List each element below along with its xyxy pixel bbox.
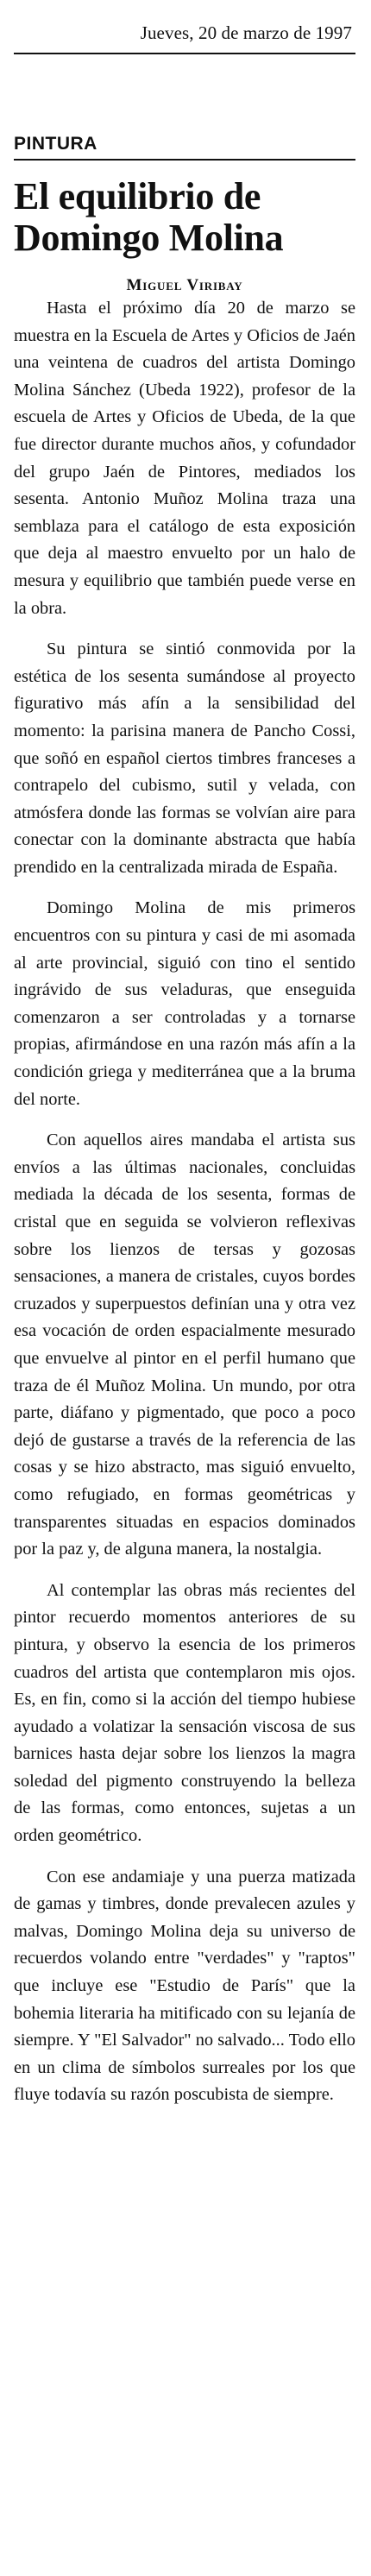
section-label: PINTURA <box>14 134 97 154</box>
article-headline <box>14 176 355 259</box>
paragraph-2: Su pintura se sintió conmovida por la estética de los sesenta sumándose al proyecto figurativo más afín a la sensibilidad del momento: la parisina manera de Pancho Cossi, que soñó en español ciertos timbres franceses a contrapelo del cubismo, sutil y velada, con atmósfera donde las formas se volvían aire para conectar con la dominante abstracta que había prendido en la centralizada mirada de España. <box>14 639 355 877</box>
paragraph-4: Con aquellos aires mandaba el artista sus envíos a las últimas nacionales, concluidas mediada la década de los sesenta, formas de cristal que en seguida se volvieron reflexivas sobre los lienzos de tersas y gozosas sensaciones, a manera de cristales, cuyos bordes cruzados y superpuestos definían una y otra vez esa vocación de orden espacialmente mesurado que envuelve al pintor en el perfil humano que traza de él Muñoz Molina. Un mundo, por otra parte, diáfano y pigmentado, que poco a poco dejó de gustarse a través de la referencia de las cosas y se hizo abstracto, mas siguió envuelto, como refugiado, en formas geométricas y transparentes situadas en espacios dominados por la paz y, de alguna manera, la nostalgia. <box>14 1131 355 1559</box>
author-byline: Miguel Viribay <box>126 276 243 294</box>
top-rule <box>14 53 355 54</box>
issue-date: Jueves, 20 de marzo de 1997 <box>140 22 352 43</box>
headline-line-1: El equilibrio de <box>14 175 261 217</box>
paragraph-5: Al contemplar las obras más recientes del pintor recuerdo momentos anteriores de su pintura, y observo la esencia de los primeros cuadros del artista que contemplaron mis ojos. Es, en fin, como si la acción del tiempo hubiese ayudado a volatizar la sensación viscosa de sus barnices hasta dejar sobre los lienzos la magra soledad del pigmento construyendo la belleza de las formas, como entonces, sujetas a un orden geométrico. <box>14 1580 355 1846</box>
paragraph-6: Con ese andamiaje y una puerza matizada de gamas y timbres, donde prevalecen azules y malvas, Domingo Molina deja su universo de recuerdos volando entre "verdades" y "raptos" que incluye ese "Estudio de París" que la bohemia literaria ha mitificado con su lejanía de siempre. Y "El Salvador" no salvado... Todo ello en un clima de símbolos surreales por los que fluye todavía su razón poscubista de siempre. <box>14 1867 355 2105</box>
headline-line-2: Domingo Molina <box>14 217 284 259</box>
paragraph-1: Hasta el próximo día 20 de marzo se muestra en la Escuela de Artes y Oficios de Jaén una veintena de cuadros del artista Domingo Molina Sánchez (Ubeda 1922), profesor de la escuela de Artes y Oficios de Ubeda, de la que fue director durante muchos años, y cofundador del grupo Jaén de Pintores, mediados los sesenta. Antonio Muñoz Molina traza una semblaza para el catálogo de esta exposición que deja al maestro envuelto por un halo de mesura y equilibrio que también puede verse en la obra. <box>14 299 355 618</box>
paragraph-3: Domingo Molina de mis primeros encuentros con su pintura y casi de mi asomada al arte provincial, siguió con tino el sentido ingrávido de sus veladuras, que enseguida comenzaron a ser controladas y a tornarse propias, afirmándose en una razón más afín a la condición griega y mediterránea que a la bruma del norte. <box>14 898 355 1109</box>
section-rule <box>14 159 355 161</box>
article-body <box>14 295 355 2109</box>
